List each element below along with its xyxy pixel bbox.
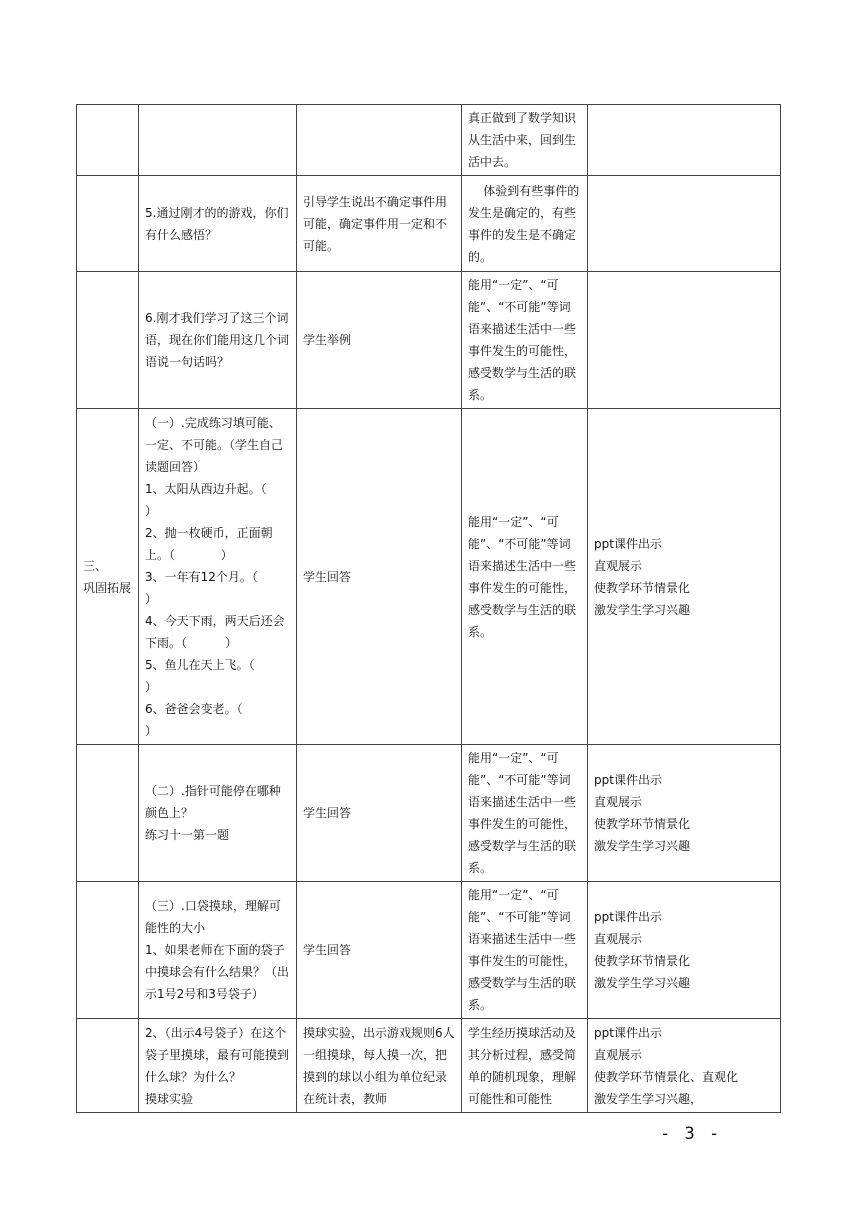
table-body: [77, 105, 781, 1113]
table-cell-c5: ppt课件出示 直观展示 使教学环节情景化 激发学生学习兴趣: [588, 882, 781, 1019]
table-cell-c3: 引导学生说出不确定事件用可能，确定事件用一定和不可能。: [297, 176, 462, 272]
lesson-plan-table: [76, 104, 781, 1113]
table-cell-c3: 学生回答: [297, 745, 462, 882]
table-row: [77, 1019, 781, 1113]
table-row: [77, 882, 781, 1019]
table-row: [77, 176, 781, 272]
table-row: [77, 105, 781, 176]
table-cell-c1: 三、 巩固拓展: [77, 409, 139, 745]
table-cell-c2: 2、（出示4号袋子）在这个袋子里摸球，最有可能摸到什么球？为什么？ 摸球实验: [139, 1019, 297, 1113]
table-cell-c4: 体验到有些事件的发生是确定的，有些事件的发生是不确定的。: [462, 176, 588, 272]
table-cell-c5: ppt课件出示 直观展示 使教学环节情景化 激发学生学习兴趣: [588, 745, 781, 882]
table-cell-c5: ppt课件出示 直观展示 使教学环节情景化、直观化 激发学生学习兴趣，: [588, 1019, 781, 1113]
table-cell-c5: ppt课件出示 直观展示 使教学环节情景化 激发学生学习兴趣: [588, 409, 781, 745]
table-cell-c4: 能用“一定”、“可能”、“不可能”等词语来描述生活中一些事件发生的可能性，感受数学与生活的联系。: [462, 745, 588, 882]
table-cell-c3: 学生回答: [297, 882, 462, 1019]
table-cell-c5: [588, 105, 781, 176]
table-cell-c2: （三）.口袋摸球，理解可能性的大小 1、如果老师在下面的袋子中摸球会有什么结果？（出示1号2号和3号袋子）: [139, 882, 297, 1019]
table-row: [77, 745, 781, 882]
table-cell-c2: （二）.指针可能停在哪种颜色上？ 练习十一第一题: [139, 745, 297, 882]
table-cell-c4: 真正做到了数学知识从生活中来，回到生活中去。: [462, 105, 588, 176]
page-number: - 3 -: [660, 1124, 722, 1144]
table-cell-c1: [77, 105, 139, 176]
table-cell-c4: 能用“一定”、“可能”、“不可能”等词语来描述生活中一些事件发生的可能性，感受数学与生活的联系。: [462, 882, 588, 1019]
table-cell-c4: 能用“一定”、“可能”、“不可能”等词语来描述生活中一些事件发生的可能性，感受数学与生活的联系。: [462, 272, 588, 409]
table-cell-c4: 能用“一定”、“可能”、“不可能”等词语来描述生活中一些事件发生的可能性，感受数学与生活的联系。: [462, 409, 588, 745]
table-row: [77, 409, 781, 745]
table-cell-c1: [77, 176, 139, 272]
table-cell-c1: [77, 882, 139, 1019]
table-cell-c4: 学生经历摸球活动及其分析过程，感受简单的随机现象，理解可能性和可能性: [462, 1019, 588, 1113]
table-cell-c3: 摸球实验，出示游戏规则6人一组摸球，每人摸一次，把摸到的球以小组为单位纪录在统计表，教师: [297, 1019, 462, 1113]
table-cell-c2: 5.通过刚才的的游戏，你们有什么感悟？: [139, 176, 297, 272]
table-cell-c1: [77, 745, 139, 882]
table-cell-c1: [77, 1019, 139, 1113]
table-cell-c5: [588, 176, 781, 272]
table-cell-c2: （一）.完成练习填可能、一定、不可能。（学生自己读题回答） 1、太阳从西边升起。（ ） 2、抛一枚硬币，正面朝上。（ ） 3、一年有12个月。（ ） 4、今天下雨，两天后还会下雨。（ ） 5、鱼儿在天上飞。（ ） 6、爸爸会变老。（ ）: [139, 409, 297, 745]
table-cell-c2: 6.刚才我们学习了这三个词语，现在你们能用这几个词语说一句话吗？: [139, 272, 297, 409]
table-cell-c3: 学生举例: [297, 272, 462, 409]
table-cell-c2: [139, 105, 297, 176]
table-cell-c3: [297, 105, 462, 176]
table-row: [77, 272, 781, 409]
table-cell-c5: [588, 272, 781, 409]
table-cell-c1: [77, 272, 139, 409]
table-cell-c3: 学生回答: [297, 409, 462, 745]
